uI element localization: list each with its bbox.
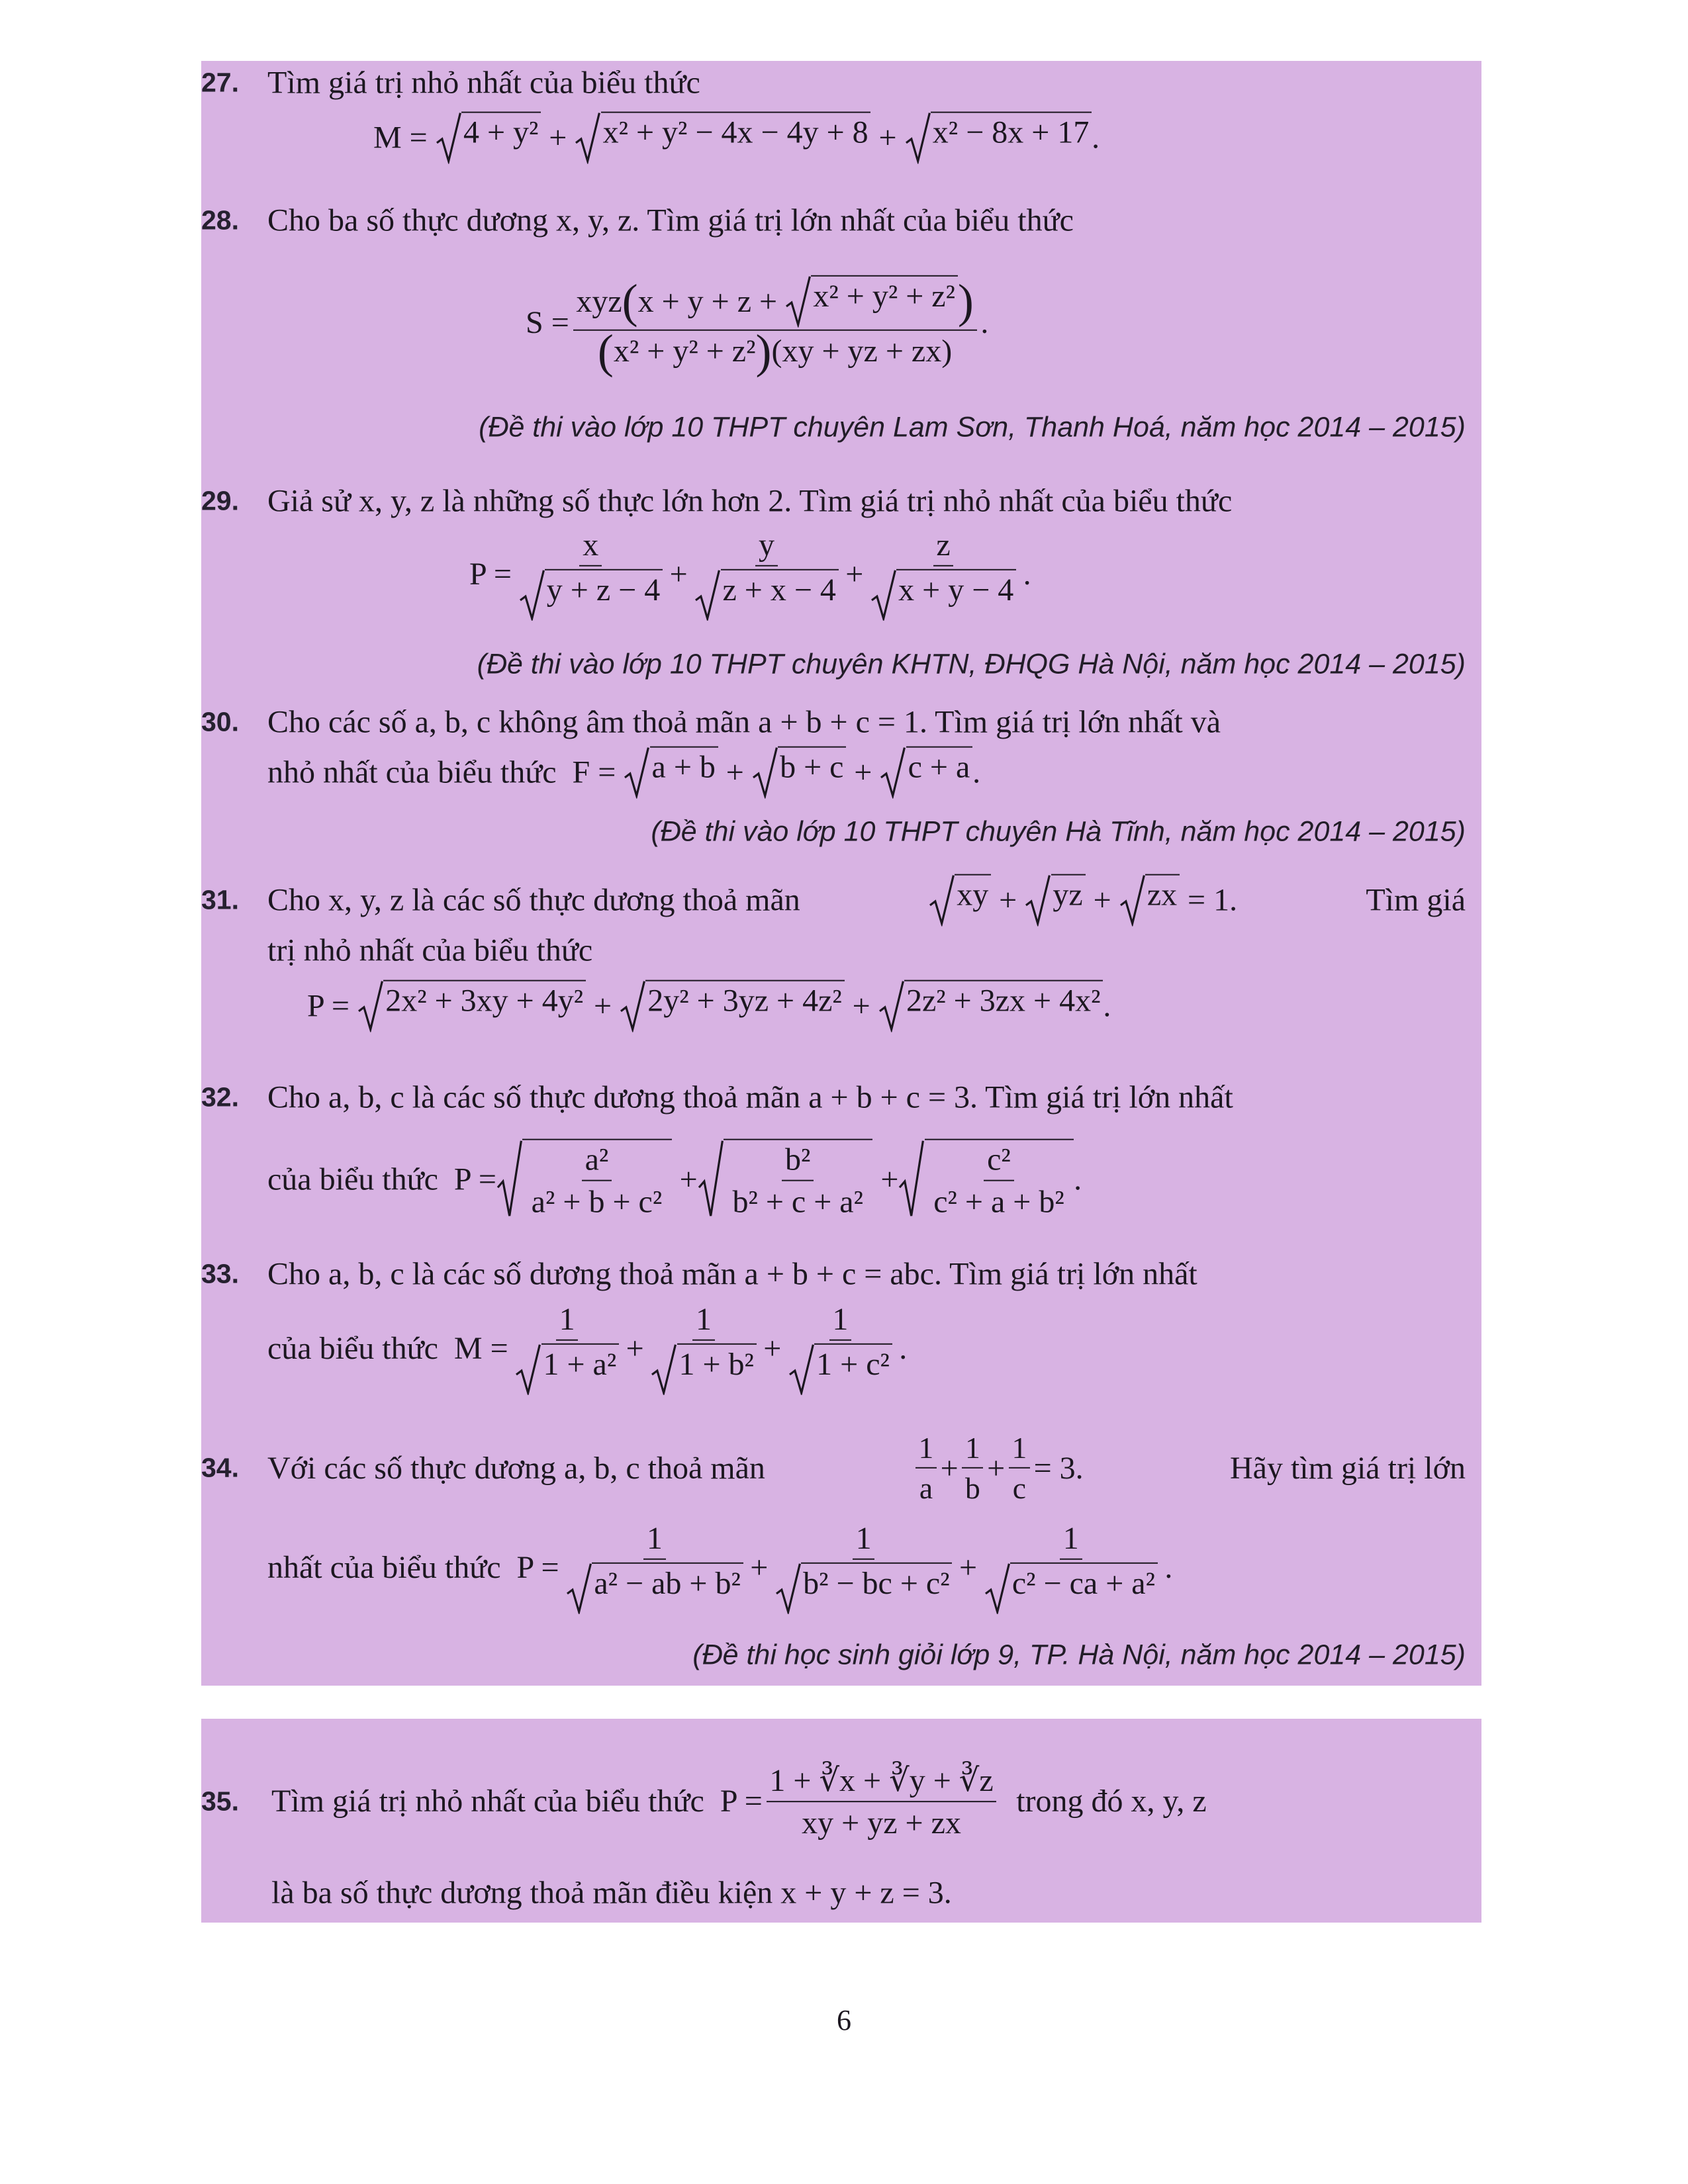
problem-text	[267, 747, 980, 799]
problem-text	[267, 1520, 1172, 1614]
radicand: x² + y² − 4x − 4y + 8	[601, 112, 871, 164]
operator: +	[940, 1450, 959, 1486]
condition	[929, 874, 1237, 927]
problem-panel-lower	[201, 1719, 1481, 1923]
denominator: b² + c + a²	[732, 1184, 863, 1220]
formula-lhs: M =	[373, 120, 428, 156]
numerator: xyz ( x + y + z + x² + y² + z² )	[573, 275, 977, 331]
radicand: z + x − 4	[721, 569, 839, 621]
sqrt	[984, 1562, 1158, 1614]
numerator: y	[755, 527, 778, 567]
numerator: 1	[643, 1520, 666, 1560]
numerator-sum: x + y + z +	[637, 283, 778, 319]
problem-text-line: Cho ba số thực dương x, y, z. Tìm giá trị lớn nhất của biểu thức	[267, 203, 1074, 238]
sqrt	[515, 1343, 619, 1395]
radicand	[522, 1139, 671, 1220]
numerator: 1	[1060, 1520, 1082, 1560]
formula-lhs: P =	[720, 1784, 763, 1819]
radicand: a² − ab + b²	[592, 1562, 743, 1614]
problem-number: 28.	[201, 205, 239, 236]
source-citation: (Đề thi vào lớp 10 THPT chuyên KHTN, ĐHQG Hà Nội, năm học 2014 – 2015)	[477, 648, 1466, 680]
operator: +	[852, 988, 870, 1024]
sqrt	[436, 112, 541, 164]
operator: +	[669, 556, 688, 592]
sqrt	[651, 1343, 757, 1395]
formula-lhs: F =	[572, 754, 616, 790]
punctuation: .	[899, 1330, 908, 1366]
sqrt	[1119, 874, 1180, 927]
operator: +	[726, 754, 744, 790]
fraction	[563, 1520, 746, 1614]
operator: +	[845, 556, 864, 592]
page-number: 6	[837, 2004, 851, 2036]
problem-text-line: Tìm giá trị nhỏ nhất của biểu thức	[267, 65, 700, 101]
problem-text-line: trị nhỏ nhất của biểu thức	[267, 933, 593, 968]
sqrt	[620, 980, 845, 1032]
problem-number: 31.	[201, 884, 239, 915]
fraction	[516, 527, 666, 621]
sqrt	[496, 1139, 672, 1220]
problem-number: 35.	[201, 1786, 239, 1817]
punctuation: .	[1103, 988, 1111, 1024]
denominator	[512, 1341, 622, 1396]
fraction	[785, 1301, 895, 1395]
operator: +	[750, 1549, 769, 1585]
denominator	[867, 567, 1019, 621]
denominator: a	[919, 1471, 933, 1506]
fraction	[962, 1430, 983, 1506]
denominator: xy + yz + zx	[802, 1805, 961, 1841]
operator: +	[763, 1330, 782, 1366]
fraction	[867, 527, 1019, 621]
problem-text	[267, 483, 1232, 520]
condition	[912, 1430, 1083, 1506]
numerator: 1	[915, 1430, 937, 1469]
radicand: c² − ca + a²	[1010, 1562, 1158, 1614]
condition-rhs: = 1.	[1188, 882, 1238, 918]
operator: +	[1093, 882, 1111, 918]
punctuation: .	[1164, 1549, 1173, 1585]
problem-text-line: Hãy tìm giá trị lớn	[1229, 1450, 1466, 1486]
sqrt	[880, 747, 972, 799]
radicand	[925, 1139, 1074, 1220]
radicand: 2y² + 3yz + 4z²	[645, 980, 844, 1032]
radicand: x² − 8x + 17	[931, 112, 1092, 164]
radicand: a + b	[650, 747, 718, 799]
denominator: a² + b + c²	[531, 1184, 663, 1220]
numerator: 1	[692, 1301, 715, 1341]
numerator: 1 + ∛x + ∛y + ∛z	[767, 1762, 997, 1802]
operator: +	[987, 1450, 1006, 1486]
radicand: yz	[1051, 874, 1086, 927]
denominator	[647, 1341, 759, 1396]
fraction	[573, 275, 977, 378]
problem-text-line: Tìm giá	[1366, 882, 1466, 918]
sqrt	[898, 1139, 1074, 1220]
denominator	[563, 1560, 746, 1615]
problem-text-line: Cho a, b, c là các số thực dương thoả mãn a + b + c = 3. Tìm giá trị lớn nhất	[267, 1079, 1233, 1115]
radicand: 1 + a²	[541, 1343, 619, 1395]
problem-text-line: Tìm giá trị nhỏ nhất của biểu thức	[271, 1784, 704, 1819]
sqrt	[929, 874, 991, 927]
formula	[373, 112, 1100, 164]
formula-lhs: S =	[526, 304, 569, 340]
problem-number: 30.	[201, 706, 239, 737]
formula	[469, 527, 1031, 621]
fraction	[647, 1301, 759, 1395]
problem-text-line: Cho x, y, z là các số thực dương thoả mãn	[267, 882, 800, 918]
formula-lhs: P =	[453, 1161, 496, 1197]
sqrt	[1025, 874, 1085, 927]
formula-lhs: P =	[307, 988, 350, 1024]
problem-number: 29.	[201, 485, 239, 516]
fraction	[691, 527, 841, 621]
radicand: c + a	[906, 747, 972, 799]
sqrt	[575, 112, 870, 164]
problem-text	[267, 874, 1466, 927]
formula-lhs: P =	[516, 1549, 559, 1585]
operator: +	[626, 1330, 644, 1366]
sqrt	[519, 569, 663, 621]
denominator	[516, 567, 666, 621]
radicand: xy	[955, 874, 991, 927]
numerator-factor: xyz	[576, 283, 622, 319]
sqrt	[694, 569, 839, 621]
denominator	[772, 1560, 955, 1615]
fraction	[512, 1301, 622, 1395]
sqrt	[788, 1343, 892, 1395]
problem-text-line: của biểu thức	[267, 1161, 438, 1197]
punctuation: .	[972, 754, 981, 790]
radicand: 2z² + 3zx + 4x²	[904, 980, 1103, 1032]
problem-text-line: Cho các số a, b, c không âm thoả mãn a + b + c = 1. Tìm giá trị lớn nhất và	[267, 704, 1221, 740]
numerator: c²	[984, 1142, 1013, 1181]
denominator: ( x² + y² + z² ) (xy + yz + zx)	[597, 324, 953, 378]
problem-text	[267, 65, 700, 101]
problem-number: 33.	[201, 1258, 239, 1289]
problem-text	[271, 1875, 952, 1911]
problem-text	[267, 203, 1074, 239]
operator: +	[679, 1161, 698, 1197]
problem-text-line: Với các số thực dương a, b, c thoả mãn	[267, 1450, 765, 1486]
radicand: b² − bc + c²	[801, 1562, 952, 1614]
punctuation: .	[1092, 120, 1100, 156]
sqrt	[624, 747, 718, 799]
numerator: b²	[782, 1142, 814, 1181]
problem-text	[267, 1079, 1466, 1116]
operator: +	[880, 1161, 899, 1197]
source-citation: (Đề thi vào lớp 10 THPT chuyên Hà Tĩnh, năm học 2014 – 2015)	[651, 815, 1466, 848]
denominator: b	[965, 1471, 980, 1506]
radicand: 2x² + 3xy + 4y²	[383, 980, 586, 1032]
formula-lhs: M =	[453, 1330, 508, 1366]
radicand: x + y − 4	[896, 569, 1016, 621]
radicand: x² + y² + z²	[811, 275, 957, 328]
fraction	[767, 1762, 997, 1841]
numerator: z	[933, 527, 954, 567]
fraction	[528, 1142, 665, 1220]
problem-number: 32.	[201, 1081, 239, 1113]
fraction	[772, 1520, 955, 1614]
radicand: y + z − 4	[545, 569, 663, 621]
fraction	[915, 1430, 937, 1506]
formula-lhs: P =	[469, 556, 512, 592]
radicand	[724, 1139, 872, 1220]
sqrt	[878, 980, 1103, 1032]
sqrt	[785, 275, 958, 328]
problem-text-line: là ba số thực dương thoả mãn điều kiện x + y + z = 3.	[271, 1875, 952, 1911]
formula	[307, 980, 1111, 1032]
problem-text-line: nhất của biểu thức	[267, 1549, 501, 1585]
fraction	[1009, 1430, 1030, 1506]
denominator-factor: (xy + yz + zx)	[771, 334, 953, 369]
numerator: 1	[962, 1430, 983, 1469]
sqrt	[698, 1139, 873, 1220]
denominator	[785, 1341, 895, 1396]
numerator: 1	[1009, 1430, 1030, 1469]
radicand: 1 + c²	[814, 1343, 892, 1395]
operator: +	[593, 988, 612, 1024]
sqrt	[357, 980, 586, 1032]
problem-text	[267, 933, 592, 969]
numerator: 1	[829, 1301, 852, 1341]
operator: +	[549, 120, 567, 156]
punctuation: .	[1023, 556, 1031, 592]
fraction	[981, 1520, 1161, 1614]
sqrt	[775, 1562, 953, 1614]
source-citation: (Đề thi học sinh giỏi lớp 9, TP. Hà Nội, năm học 2014 – 2015)	[692, 1639, 1466, 1671]
problem-panel-upper	[201, 61, 1481, 1686]
operator: +	[959, 1549, 978, 1585]
numerator: 1	[853, 1520, 875, 1560]
problem-text-line: Giả sử x, y, z là những số thực lớn hơn 2. Tìm giá trị nhỏ nhất của biểu thức	[267, 483, 1233, 519]
sqrt	[752, 747, 846, 799]
operator: +	[854, 754, 872, 790]
problem-text	[267, 1430, 1466, 1506]
punctuation: .	[980, 304, 989, 340]
radicand: 4 + y²	[461, 112, 541, 164]
sqrt	[905, 112, 1092, 164]
radicand: zx	[1145, 874, 1180, 927]
sqrt	[566, 1562, 743, 1614]
radicand: b + c	[778, 747, 846, 799]
problem-text-line: nhỏ nhất của biểu thức	[267, 754, 557, 790]
denominator: c² + a + b²	[933, 1184, 1064, 1220]
formula	[526, 275, 989, 378]
fraction	[729, 1142, 867, 1220]
denominator	[981, 1560, 1161, 1615]
punctuation: .	[1074, 1161, 1082, 1197]
condition-rhs: = 3.	[1033, 1450, 1084, 1486]
problem-text	[267, 1139, 1082, 1220]
denominator	[691, 567, 841, 621]
problem-text	[267, 1301, 907, 1395]
numerator: a²	[582, 1142, 612, 1181]
fraction	[930, 1142, 1067, 1220]
denominator: c	[1012, 1471, 1026, 1506]
problem-text-line: Cho a, b, c là các số dương thoả mãn a + b + c = abc. Tìm giá trị lớn nhất	[267, 1256, 1197, 1292]
denominator-factor: x² + y² + z²	[613, 334, 756, 369]
problem-text	[271, 1762, 1207, 1841]
problem-number: 27.	[201, 67, 239, 98]
radicand: 1 + b²	[677, 1343, 757, 1395]
problem-text	[267, 704, 1466, 741]
problem-text	[267, 1256, 1466, 1293]
problem-text-line: của biểu thức	[267, 1330, 438, 1366]
problem-text-line: trong đó x, y, z	[1016, 1784, 1207, 1819]
operator: +	[999, 882, 1017, 918]
numerator: 1	[556, 1301, 579, 1341]
numerator: x	[579, 527, 602, 567]
operator: +	[878, 120, 897, 156]
problem-number: 34.	[201, 1452, 239, 1483]
source-citation: (Đề thi vào lớp 10 THPT chuyên Lam Sơn, Thanh Hoá, năm học 2014 – 2015)	[479, 411, 1466, 443]
sqrt	[870, 569, 1016, 621]
